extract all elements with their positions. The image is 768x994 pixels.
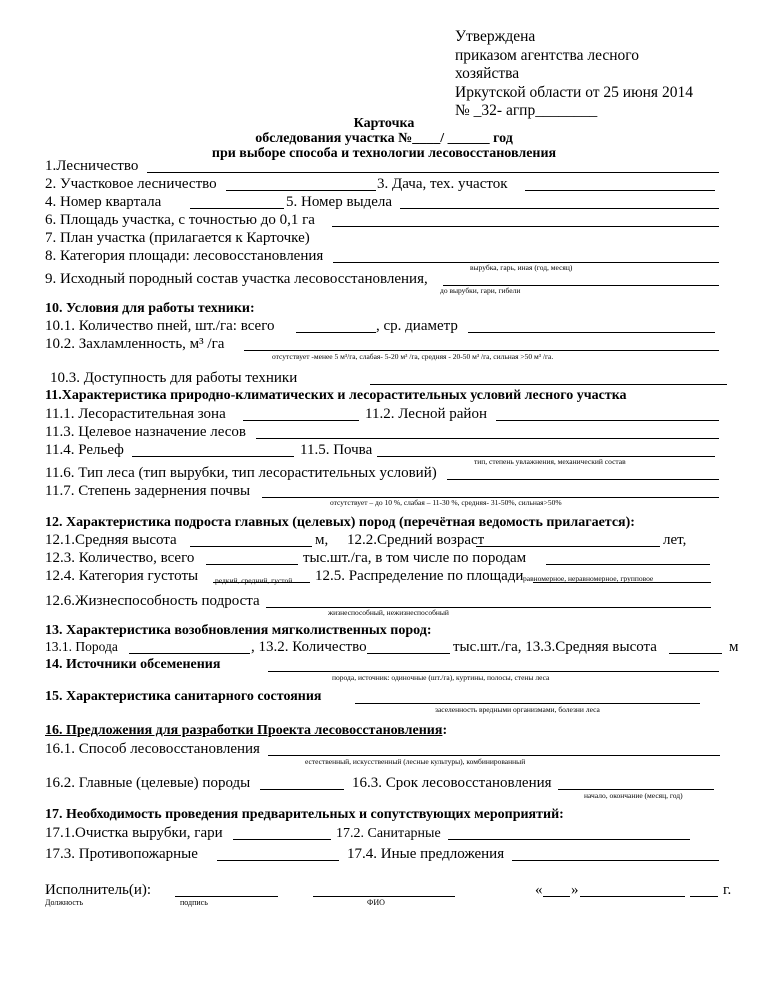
section-heading: 12. Характеристика подроста главных (целевых) пород (перечётная ведомость прилагается): xyxy=(45,515,635,530)
field-label: , ср. диаметр xyxy=(376,318,458,334)
approval-line: хозяйства xyxy=(455,65,520,82)
field-hint: тип, степень увлажнения, механический состав xyxy=(474,457,626,466)
field-label: 12.4. Категория густоты xyxy=(45,568,199,584)
zone-input[interactable] xyxy=(243,420,359,421)
field-label: 5. Номер выдела xyxy=(286,194,393,210)
approval-line: № _32- агпр________ xyxy=(455,102,598,119)
section-heading: 11.Характеристика природно-климатических и лесорастительных условий лесного участка xyxy=(45,388,627,403)
field-label: 13.1. Порода xyxy=(45,639,118,654)
field-label: 3. Дача, тех. участок xyxy=(377,176,508,192)
unit-label: м xyxy=(729,639,739,655)
section-heading-colon: : xyxy=(442,723,448,738)
section-heading-text: 16. Предложения для разработки Проекта лесовосстановления xyxy=(45,723,443,738)
field-label: 10.1. Количество пней, шт./га: всего xyxy=(45,318,275,334)
card-title: Карточка xyxy=(353,116,415,131)
section-heading: 17. Необходимость проведения предварительных и сопутствующих мероприятий: xyxy=(45,807,564,822)
field-label: 11.4. Рельеф xyxy=(45,442,124,458)
field-label: , 13.2. Количество xyxy=(251,639,367,655)
field-hint: порода, источник: одиночные (шт./га), куртины, полосы, стены леса xyxy=(332,673,550,682)
date-year-input[interactable] xyxy=(690,896,718,897)
field-label: 11.5. Почва xyxy=(300,442,373,458)
field-hint: равномерное, неравномерное, групповое xyxy=(523,574,654,583)
field-label: 17.2. Санитарные xyxy=(336,826,441,841)
field-hint: вырубка, гарь, иная (год, месяц) xyxy=(470,263,573,272)
undergrowth-count-input[interactable] xyxy=(206,564,298,565)
date-month-input[interactable] xyxy=(580,896,685,897)
field-label: 17.1.Очистка вырубки, гари xyxy=(45,825,223,841)
signature-input[interactable] xyxy=(175,896,278,897)
field-label: 7. План участка (прилагается к Карточке) xyxy=(45,230,310,246)
approval-line: Иркутской области от 25 июня 2014 xyxy=(455,83,693,101)
field-label: 17.4. Иные предложения xyxy=(347,846,505,862)
field-label: 4. Номер квартала xyxy=(45,194,162,210)
field-label: 11.6. Тип леса (тип вырубки, тип лесорастительных условий) xyxy=(45,465,437,481)
stumps-input[interactable] xyxy=(296,332,376,333)
date-quote-close: » xyxy=(571,882,579,898)
unit-label: м, xyxy=(315,532,329,548)
field-label: 12.6.Жизнеспособность подроста xyxy=(45,593,260,609)
field-label: 10.2. Захламленность, м³ /га xyxy=(45,336,225,352)
card-subtitle: при выборе способа и технологии лесовосстановления xyxy=(211,146,557,161)
field-label: 11.3. Целевое назначение лесов xyxy=(45,424,247,440)
field-label: 17.3. Противопожарные xyxy=(45,846,198,862)
field-hint: отсутствует – до 10 %, слабая – 11-30 %, средняя- 31-50%, сильная>50% xyxy=(330,498,562,507)
field-label: 1.Лесничество xyxy=(45,158,139,174)
softwood-count-input[interactable] xyxy=(367,653,450,654)
undergrowth-age-input[interactable] xyxy=(476,546,660,547)
field-label: 11.2. Лесной район xyxy=(365,406,487,422)
field-label: 12.1.Средняя высота xyxy=(45,532,177,548)
sanitary-measures-input[interactable] xyxy=(448,839,690,840)
approval-line: приказом агентства лесного xyxy=(455,46,640,64)
area-input[interactable] xyxy=(332,226,719,227)
unit-label: тыс.шт./га, 13.3.Средняя высота xyxy=(453,639,657,655)
section-heading: 10. Условия для работы техники: xyxy=(45,301,255,316)
executor-label: Исполнитель(и): xyxy=(45,882,152,898)
signature-label: подпись xyxy=(180,898,208,907)
softwood-species-input[interactable] xyxy=(129,653,250,654)
field-label: 16.1. Способ лесовосстановления xyxy=(45,741,260,757)
field-label: 9. Исходный породный состав участка лесовосстановления, xyxy=(45,271,428,287)
species-input[interactable] xyxy=(546,564,710,565)
relief-input[interactable] xyxy=(132,456,294,457)
field-label: 12.2.Средний возраст xyxy=(347,532,485,548)
field-label: 8. Категория площади: лесовосстановления xyxy=(45,248,324,264)
forest-type-input[interactable] xyxy=(447,479,719,480)
year-suffix: г. xyxy=(723,882,732,898)
main-species-input[interactable] xyxy=(260,789,344,790)
district-input[interactable] xyxy=(226,190,376,191)
date-day-input[interactable] xyxy=(543,896,570,897)
field-hint: начало, окончание (месяц, год) xyxy=(584,791,683,800)
diameter-input[interactable] xyxy=(468,332,715,333)
field-label: 10.3. Доступность для работы техники xyxy=(50,370,298,386)
field-hint: до вырубки, гари, гибели xyxy=(440,286,521,295)
fire-measures-input[interactable] xyxy=(217,860,339,861)
date-quote-open: « xyxy=(535,882,543,898)
field-label: 11.7. Степень задернения почвы xyxy=(45,483,251,499)
section-heading: 15. Характеристика санитарного состояния xyxy=(45,689,322,704)
approval-block xyxy=(455,28,693,121)
field-hint: заселенность вредными организмами, болезни леса xyxy=(435,705,600,714)
field-label: 6. Площадь участка, с точностью до 0,1 га xyxy=(45,212,315,228)
forestry-input[interactable] xyxy=(147,172,719,173)
field-hint: редкий, средний, густой xyxy=(215,576,293,585)
field-hint: естественный, искусственный (лесные культуры), комбинированный xyxy=(305,757,526,766)
fio-input[interactable] xyxy=(313,896,455,897)
fio-label: ФИО xyxy=(367,898,385,907)
field-label: 2. Участковое лесничество xyxy=(45,176,217,192)
section-heading: 14. Источники обсеменения xyxy=(45,657,221,672)
field-label: 12.5. Распределение по площади xyxy=(315,568,524,584)
field-label: 11.1. Лесорастительная зона xyxy=(45,406,226,422)
seed-source-input[interactable] xyxy=(268,671,719,672)
field-hint: отсутствует -менее 5 м³/га, слабая- 5-20 м³ /га, средняя - 20-50 м³ /га, сильная >50 м³ /га. xyxy=(272,352,554,361)
other-proposals-input[interactable] xyxy=(512,860,719,861)
section-heading xyxy=(45,724,447,738)
dacha-input[interactable] xyxy=(525,190,715,191)
unit-label: тыс.шт./га, в том числе по породам xyxy=(303,550,527,566)
access-input[interactable] xyxy=(370,384,727,385)
unit-label: лет, xyxy=(663,532,687,548)
field-label: 16.2. Главные (целевые) породы xyxy=(45,775,251,791)
field-label: 12.3. Количество, всего xyxy=(45,550,195,566)
position-label: Должность xyxy=(45,898,84,907)
region-input[interactable] xyxy=(496,420,719,421)
approval-line: Утверждена xyxy=(455,28,536,45)
quarter-input[interactable] xyxy=(190,208,284,209)
sanitary-input[interactable] xyxy=(355,703,700,704)
undergrowth-height-input[interactable] xyxy=(190,546,312,547)
section-heading: 13. Характеристика возобновления мягколиственных пород: xyxy=(45,623,432,638)
card-subtitle: обследования участка №____/ ______ год xyxy=(255,131,513,146)
clearing-input[interactable] xyxy=(233,839,331,840)
term-input[interactable] xyxy=(558,789,714,790)
allotment-input[interactable] xyxy=(400,208,719,209)
softwood-height-input[interactable] xyxy=(669,653,722,654)
field-hint: жизнеспособный, нежизнеспособный xyxy=(328,608,449,617)
field-label: 16.3. Срок лесовосстановления xyxy=(352,775,552,791)
purpose-input[interactable] xyxy=(256,438,719,439)
method-input[interactable] xyxy=(268,755,720,756)
litter-input[interactable] xyxy=(244,350,719,351)
